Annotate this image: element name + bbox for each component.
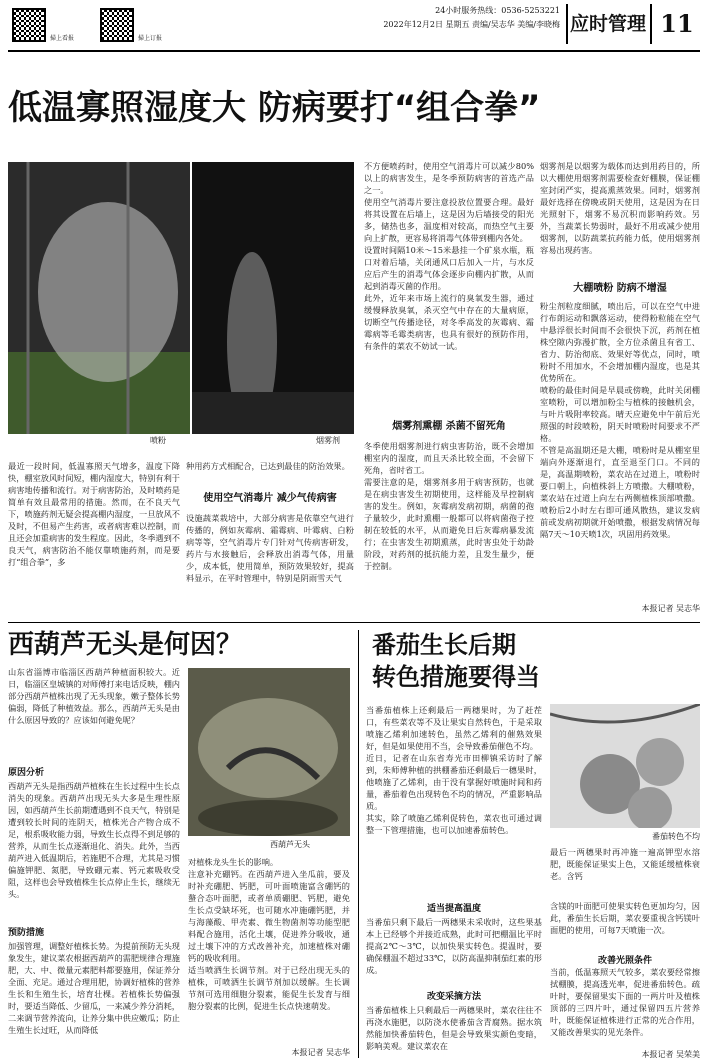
photo-smoke	[192, 162, 354, 434]
photo-dusting-caption: 喷粉	[150, 436, 166, 445]
article3-lead: 当番茄植株上还剩最后一两穗果时，为了赶茬口，有些菜农等不及让果实自然转色，于是采取喷施乙烯利加速转色，虽然乙烯利的催熟效果好，但是如果使用不当，会导致番茄催色不均。 近日，记者在山东省寿光市田柳镇采访时了解到，朱师傅种植的拱棚番茄还剩最后一穗果时，他喷施了乙烯利，由于没有掌握好喷施时间和药量，番茄着色出现转色不均的情况，严重影响品质。 其实，除了喷施乙烯利促转色，菜农也可通过调整一下管理措施，也可以加速番茄转色。	[366, 705, 542, 835]
dusting-image	[8, 162, 190, 434]
article1-title: 低温寡照湿度大 防病要打“组合拳”	[8, 88, 541, 128]
article2-body1: 西葫芦无头是指西葫芦植株在生长过程中生长点消失的现象。西葫芦出现无头大多是生理性原因，如西葫芦生长前期遭遇到不良天气，特别是遭到较长时间的连阴天，植株光合产物合成不足，根系吸收能力弱，导致生长点得不到足够的营养，从而生长点逐渐退化、消失。此外，当西葫芦进入低温期后，若施肥不合理，尤其是习惯偏施钾肥、氮肥，导致硼元素、钙元素吸收受阻，这样也会导致植株生长点停止生长，继续无头。	[8, 781, 180, 899]
article3-byline: 本报记者 吴荣美	[641, 1050, 700, 1059]
photo-zucchini-caption: 西葫芦无头	[270, 840, 310, 849]
article1-sub3: 大棚喷粉 防病不增湿	[573, 283, 667, 294]
qr-code-subscribe[interactable]	[100, 8, 134, 42]
article3-body4: 含镁的叶面肥可使果实转色更加均匀，因此，番茄生长后期，菜农要重视含钙镁叶面肥的使用，可每7天喷施一次。	[550, 901, 700, 935]
article3-sub2: 改变采摘方法	[426, 992, 481, 1002]
divider-mid	[8, 622, 700, 623]
qr-code-read[interactable]	[12, 8, 46, 42]
article3-body5: 当前，低温寡照天气较多，菜农要经常擦拭棚膜，提高透光率，促进番茄转色。疏叶时，要保留果实下面的一两片叶及植株顶部的三四片叶，通过保留四五片营养叶，既能保证植株进行正常的光合作用，又能改善果实的见光条件。	[550, 967, 700, 1037]
article3-body3: 最后一两穗果时再冲施一遍高钾型水溶肥，既能保证果实上色，又能延缓植株衰老。含钙	[550, 847, 700, 881]
article2-body3: 对植株龙头生长的影响。 注意补充硼钙。在西葫芦进入坐瓜前，要及时补充硼肥、钙肥，可叶面喷施富含硼钙的螯合态叶面肥，或者单质硼肥、钙肥，避免生长点受缺坏死，也可随水冲施硼钙肥，并与海藻酸、甲壳素、微生物菌剂等功能型肥料配合施用，活化土壤，促进养分吸收，通过土壤下冲的方式改善补充，加速植株对硼钙的吸收利用。 适当喷洒生长调节剂。对于已经出现无头的植株，可喷洒生长调节剂加以缓解。生长调节剂可选用细胞分裂素，能促生长发育与细胞分裂素的比例，促进生长点快速萌发。	[188, 857, 350, 1011]
zucchini-image	[188, 668, 350, 836]
smoke-image	[192, 162, 354, 434]
article2-lead: 山东省淄博市临淄区西葫芦种植面积较大。近日，临淄区皇城镇的对师傅打来电话反映，棚内部分西葫芦植株出现了无头现象，嫩子整体长势偏弱，降低了种植效益。那么，西葫芦无头是由什么原因导致的？应该如何避免呢？	[8, 667, 180, 725]
article1-byline: 本报记者 吴志华	[641, 604, 700, 613]
article3-sub3: 改善光照条件	[597, 956, 652, 966]
divider-vertical	[358, 630, 359, 1058]
article1-col1: 最近一段时间，低温寡照天气增多，温度下降快，棚室放风时间短，棚内湿度大，特别有利于病害地传播和流行。对于病害防治，及时喷药是简单有效且最常用的措施。然而，在不良天气下，喷施药剂无疑会提高棚内湿度，一旦放风不及时，不但易产生药害，或者病害难以控制，而且还会加重病害的发生程度。因此，冬季遇到不良天气，病害防治不能仅靠喷施药剂，而是要打“组合拳”，多	[8, 461, 180, 567]
article3-body2: 当番茄植株上只剩最后一两穗果时，菜农往往不再浇水施肥，以防浇水使番茄含青腐熟。据水筑然能加快番茄转色，但是会导致果实颜色变暗，影响美观。建议菜农在	[366, 1005, 542, 1051]
article3-sub1: 适当提高温度	[426, 904, 481, 914]
photo-tomato	[550, 704, 700, 828]
qr-read-label: 掃上看报	[50, 35, 75, 42]
article3-body1: 当番茄只剩下最后一两穗果未采收时，这些果基本上已经够个并接近成熟，此时可把棚温比平时提高2℃～3℃，以加快果实转色。提温时，要确保棚温不超过33℃，以防高温抑制茄红素的形成。	[366, 917, 542, 975]
photo-smoke-caption: 烟雾剂	[316, 436, 340, 445]
photo-tomato-caption: 番茄转色不均	[652, 832, 700, 841]
article1-col3: 烟雾剂是以烟雾为载体而达到用药目的，所以大棚使用烟雾剂需要检查好棚膜，保证棚室封闭严实，提高熏蒸效果。同时，烟雾剂最好选择在傍晚或阴天使用，这是因为在日光照射下，烟雾不易沉积而影响药效。另外，当蔬菜长势弱时，最好不用或减少使用烟雾剂，以防蔬菜抗药能力低，使用烟雾剂容易出现药害。	[540, 161, 700, 255]
article2-title: 西葫芦无头是何因？	[8, 630, 243, 660]
article2-body2: 加强管理，调整好植株长势。为提前预防无头现象发生，建议菜农根据西葫芦的需肥规律合理施肥，大、中、微量元素肥料都要施用，保证养分全面、充足。通过合理用肥，协调好植株的营养生长和生殖生长，培育壮棵。若植株长势偏强时，要适当降低、少留瓜，一来减少养分消耗，二来调节营养流向，让养分集中供应嫩瓜；防止生殖生长过旺，从而降低	[8, 941, 180, 1035]
page-number: 11	[650, 4, 702, 44]
section-title: 应时管理	[566, 4, 648, 44]
tomato-image	[550, 704, 700, 828]
article1-col2: 不方便喷药时，使用空气消毒片可以减少80%以上的病害发生，是冬季预防病害的首选产品之一。 使用空气消毒片要注意投放位置要合理。最好将其设置在后墙上，这是因为后墙接受的阳光多，储热也多，温度相对较高，而热空气主要向上扩散，更容易将消毒气体带到棚内各处。 设置时间隔10米～15米悬挂一个矿泉水瓶，瓶口对着后墙，关闭通风口后加入一片，与水反应后产生的消毒气体会逐步向棚内扩散，从而起到消毒灭菌的作用。 此外，近年来市场上流行的臭氧发生器，通过缓慢释放臭氧，杀灭空气中存在的大量病原，切断空气传播途径，对冬季高发的灰霉病、霜霉病等毛霉类病害，也具有很好的预防作用，有条件的菜农不妨试一试。	[364, 161, 534, 351]
article1-col1b: 种用药方式相配合，已达到最佳的防治效果。	[186, 461, 350, 471]
qr-subscribe-label: 掃上订报	[138, 35, 163, 42]
article3-title-line1: 番茄生长后期	[372, 631, 516, 659]
article1-sub1: 使用空气消毒片 减少气传病害	[203, 493, 337, 504]
article2-sub2: 预防措施	[8, 928, 45, 938]
hotline: 24小时服务热线：0536-5253221	[435, 6, 560, 15]
article1-col2b: 冬季使用烟雾剂进行病虫害防治，既不会增加棚室内的湿度，而且天杀比较全面，不会留下死角，省时省工。 需要注意的是，烟雾剂多用于病害预防，也就是在病虫害发生初期使用，这样能及早控制病害的发生。例如，灰霉病发病初期，病菌的孢子量较少，此时熏棚一般都可以将病菌孢子控制在较低的水平，从而避免日后灰霉病暴发流行；在虫害发生初期熏蒸，此时害虫处于幼龄阶段，对药剂的抵抗能力差，且发生量少，便于控制。	[364, 441, 534, 571]
photo-dusting	[8, 162, 190, 434]
header-rule	[8, 50, 700, 52]
article3-title-line2: 转色措施要得当	[372, 663, 540, 691]
article2-byline: 本报记者 吴志华	[291, 1048, 350, 1057]
date-line: 2022年12月2日 星期五 责编/吴志华 美编/李晓梅	[383, 20, 560, 29]
article1-col3b: 粉尘剂粒度细腻，喷出后，可以在空气中进行布朗运动和飘落运动，使得粉粒能在空气中悬浮很长时间而不会很快下沉，药剂在植株空隙内弥漫扩散，全方位杀菌且有省工、省力、防治彻底、效果好等优点，同时，喷粉时不用加水，不会增加棚内湿度，也是其优势所在。 喷粉的最佳时间是早晨或傍晚，此时关闭棚室喷粉，可以增加粉尘与植株的接触机会，与叶片吸附率较高。晴天应避免中午前后光照强的时段喷粉，阴天时喷粉时间要求不严格。 不管是高温期还是大棚，喷粉时是从棚室里端向外逐渐退行，直至退至门口。不同的是，高温期喷粉，菜农站在过道上，喷粉时要口朝上，向植株斜上方喷撒。大棚喷粉，菜农站在过道上向左右两侧植株顶部喷撒。喷粉后2小时左右即可通风散热，建议发病前或发病初期就开始喷撒，根据发病情况每隔7天～10天喷1次，巩固用药效果。	[540, 301, 700, 539]
article1-col1c: 设施蔬菜栽培中，大部分病害是依靠空气进行传播的，例如灰霉病、霜霉病、叶霉病、白粉病等等，空气消毒片专门针对气传病害研发，药片与水接触后，会释放出消毒气体，用量少，成本低，使用简单，预防效果较好，提高料显示，在平时管理中，特别是阴雨雪天气	[186, 513, 354, 583]
article1-sub2: 烟雾剂熏棚 杀菌不留死角	[392, 421, 506, 432]
photo-zucchini	[188, 668, 350, 836]
article2-sub1: 原因分析	[8, 768, 45, 778]
